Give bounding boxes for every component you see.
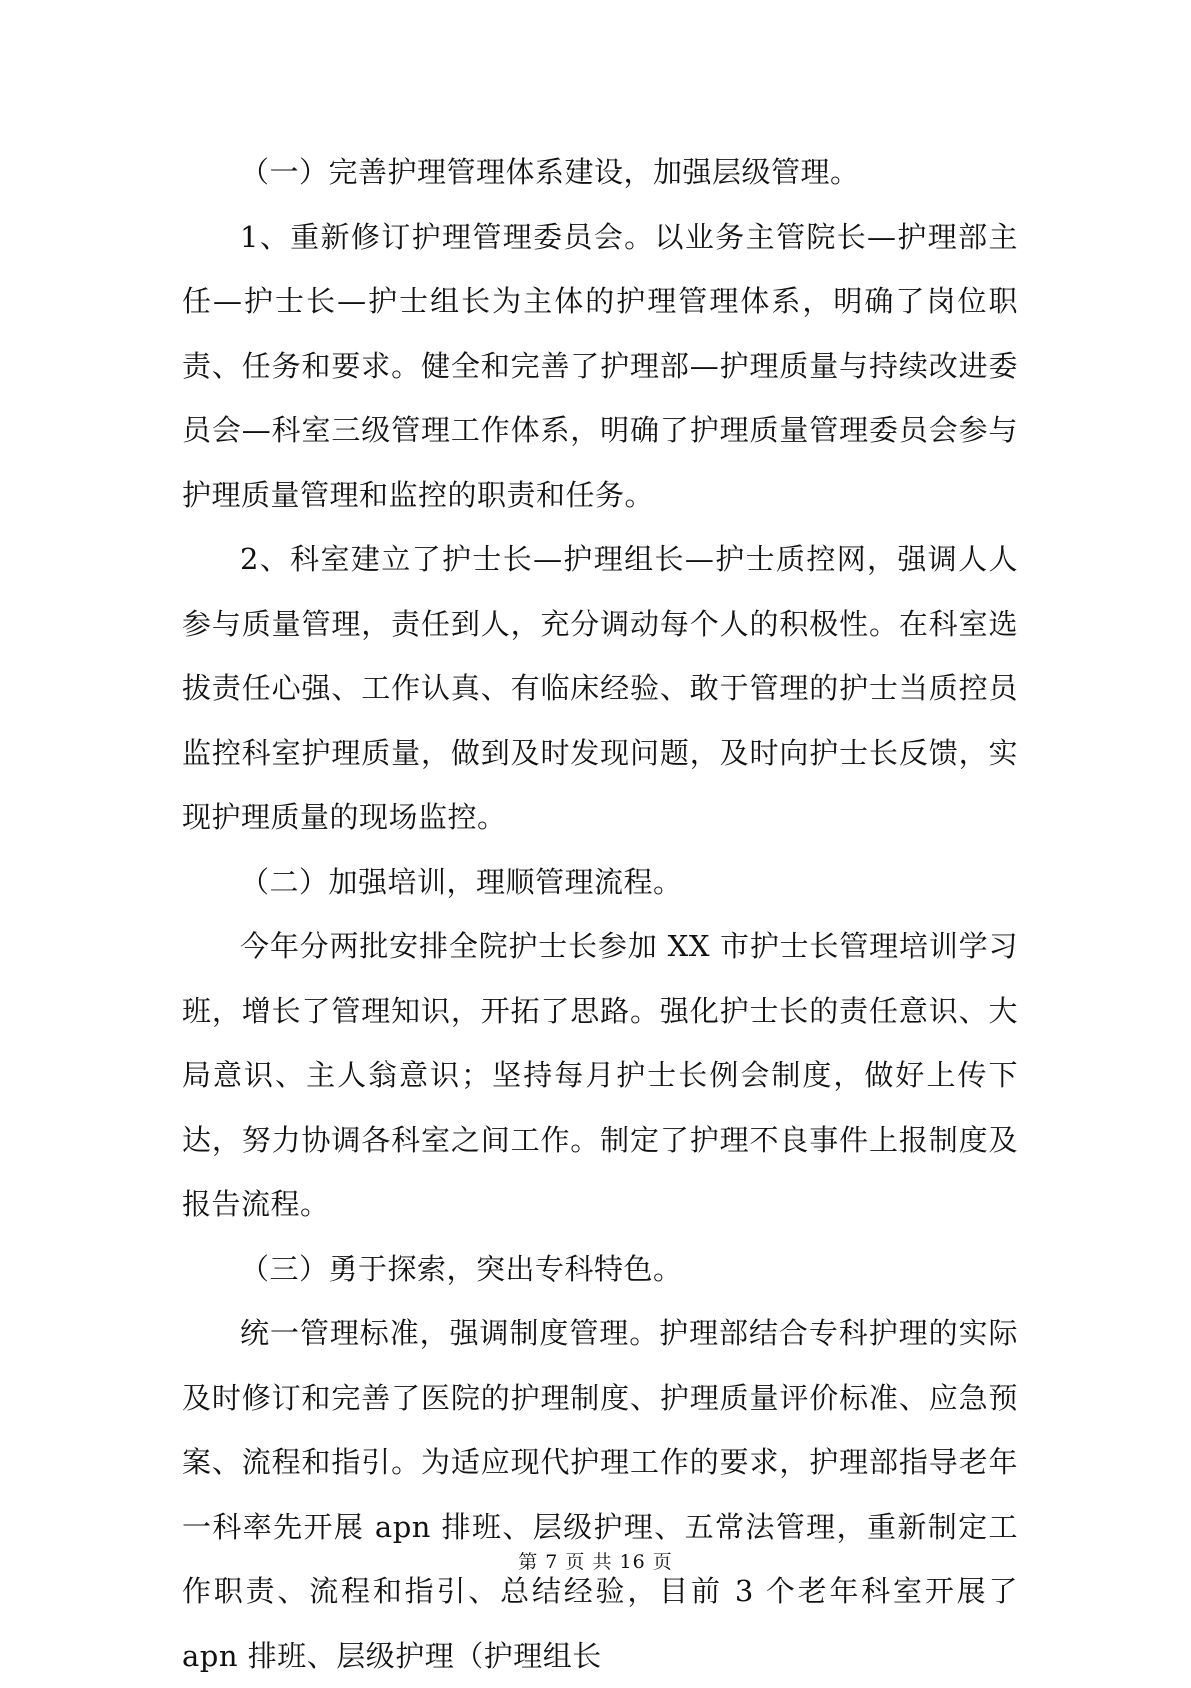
section-heading-1: （一）完善护理管理体系建设，加强层级管理。	[240, 155, 860, 189]
paragraph-2: 2、科室建立了护士长—护理组长—护士质控网，强调人人参与质量管理，责任到人，充分调动每个人的积极性。在科室选拔责任心强、工作认真、有临床经验、敢于管理的护士当质控员监控科室护理质量，做到及时发现问题，及时向护士长反馈，实现护理质量的现场监控。	[182, 542, 1018, 834]
paragraph-3: 今年分两批安排全院护士长参加 XX 市护士长管理培训学习班，增长了管理知识，开拓了思路。强化护士长的责任意识、大局意识、主人翁意识；坚持每月护士长例会制度，做好上传下达，努力协调各科室之间工作。制定了护理不良事件上报制度及报告流程。	[182, 929, 1018, 1221]
paragraph-4: 统一管理标准，强调制度管理。护理部结合专科护理的实际及时修订和完善了医院的护理制度、护理质量评价标准、应急预案、流程和指引。为适应现代护理工作的要求，护理部指导老年一科率先开展 apn 排班、层级护理、五常法管理，重新制定工作职责、流程和指引、总结经验，目前 3 个老年科室开展了 apn 排班、层级护理（护理组长	[182, 1316, 1018, 1673]
document-body	[182, 140, 1018, 1688]
section-heading-3: （三）勇于探索，突出专科特色。	[240, 1251, 683, 1286]
page-number-footer: 第 7 页 共 16 页	[518, 1551, 673, 1573]
section-heading-2: （二）加强培训，理顺管理流程。	[240, 864, 683, 899]
paragraph-1: 1、重新修订护理管理委员会。以业务主管院长—护理部主任—护士长—护士组长为主体的护理管理体系，明确了岗位职责、任务和要求。健全和完善了护理部—护理质量与持续改进委员会—科室三级管理工作体系，明确了护理质量管理委员会参与护理质量管理和监控的职责和任务。	[182, 219, 1018, 512]
